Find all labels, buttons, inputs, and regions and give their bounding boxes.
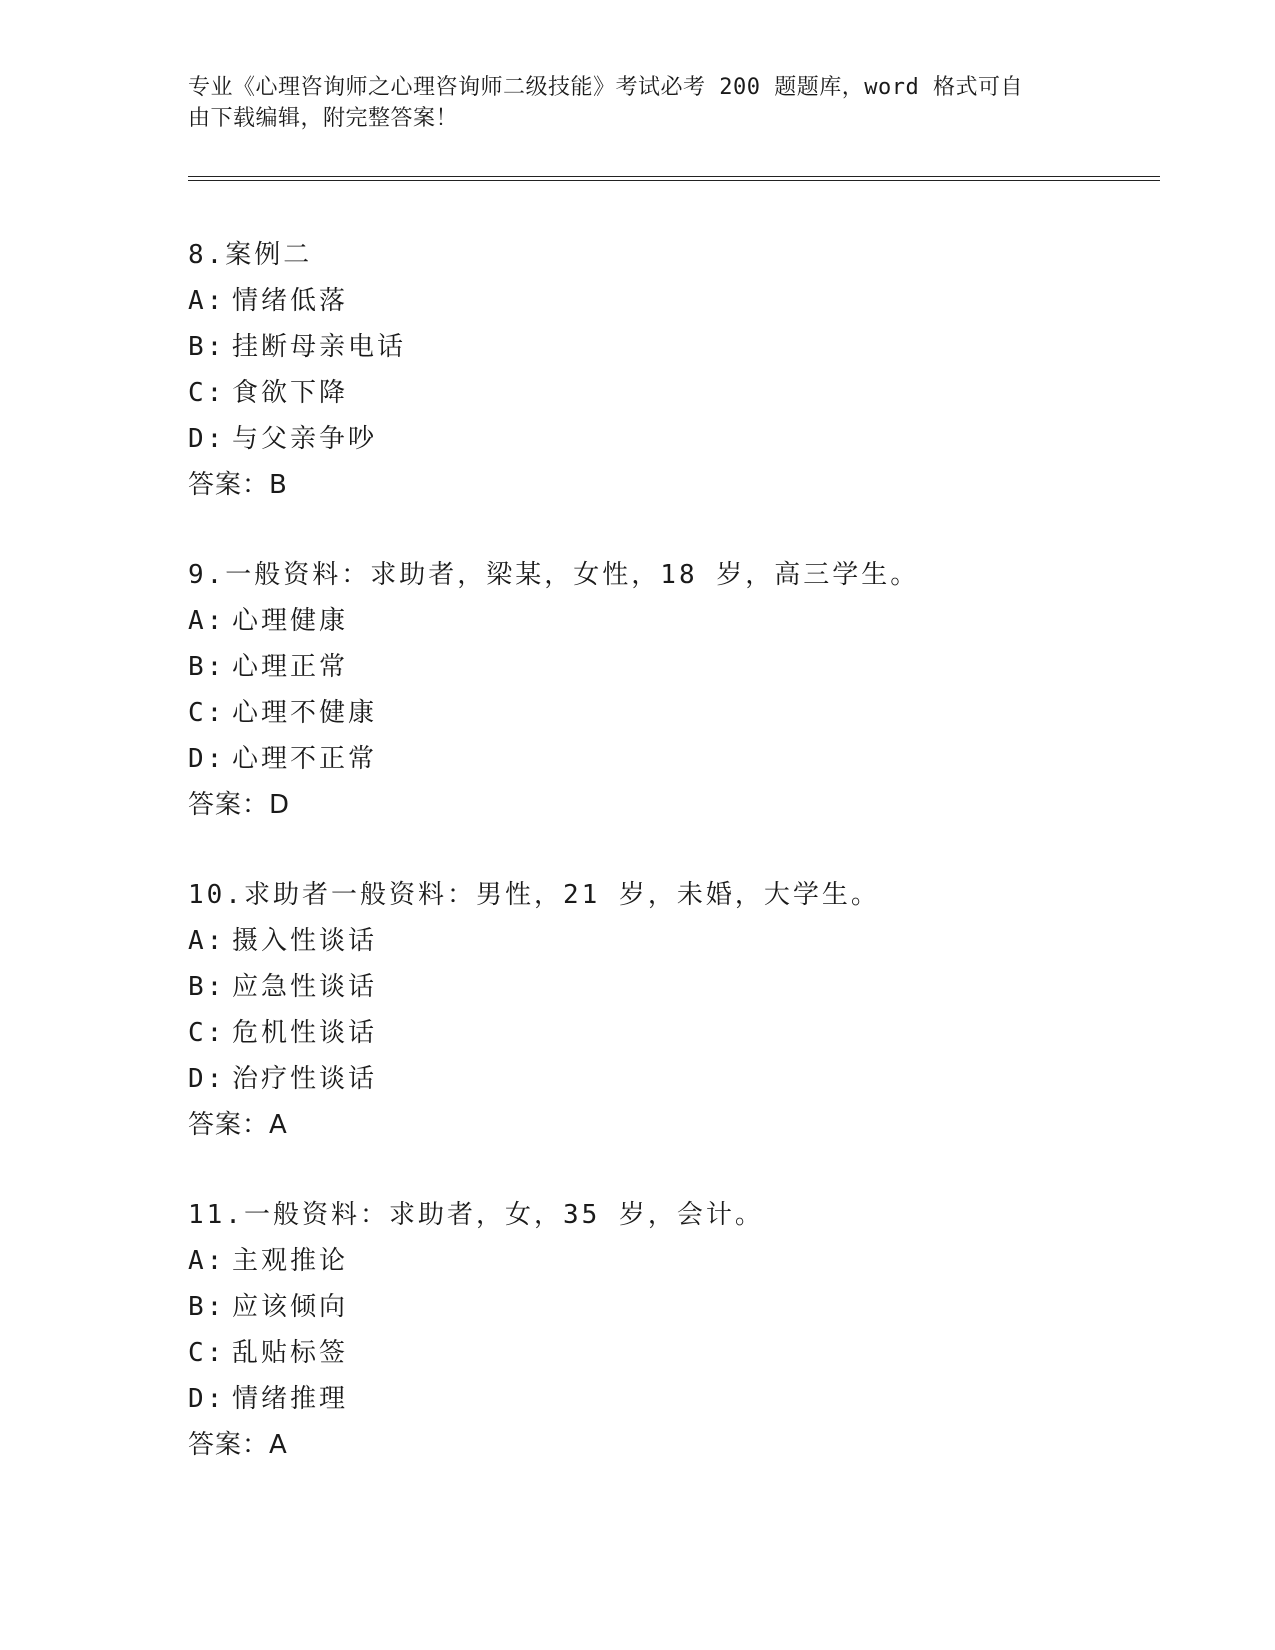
option-letter: C: [188,378,226,408]
option-letter: D: [188,424,226,454]
option-text: 心理不正常 [232,744,378,774]
option-b [188,644,1138,690]
option-a [188,598,1138,644]
question-stem: 8.案例二 [188,240,313,270]
answer-line: 答案：B [188,470,288,500]
option-letter: B: [188,1292,226,1322]
option-letter: A: [188,1246,226,1276]
option-d [188,1056,1138,1102]
option-text: 心理健康 [232,606,349,636]
option-text: 应该倾向 [232,1292,349,1322]
option-b [188,964,1138,1010]
option-a [188,1238,1138,1284]
option-letter: C: [188,1338,226,1368]
option-text: 治疗性谈话 [232,1064,378,1094]
option-letter: D: [188,744,226,774]
option-d [188,416,1138,462]
option-text: 危机性谈话 [232,1018,378,1048]
question-stem: 9.一般资料：求助者，梁某，女性，18 岁，高三学生。 [188,560,920,590]
option-letter: C: [188,698,226,728]
option-text: 食欲下降 [232,378,349,408]
question-block [188,552,1138,872]
option-c [188,1330,1138,1376]
question-block [188,1192,1138,1512]
header-line-1: 专业《心理咨询师之心理咨询师二级技能》考试必考 200 题题库，word 格式可自 [188,75,1023,100]
option-b [188,1284,1138,1330]
option-letter: B: [188,972,226,1002]
answer-line: 答案：A [188,1430,288,1460]
option-a [188,918,1138,964]
option-letter: D: [188,1384,226,1414]
option-text: 乱贴标签 [232,1338,349,1368]
option-text: 应急性谈话 [232,972,378,1002]
option-letter: C: [188,1018,226,1048]
option-letter: B: [188,332,226,362]
document-header [188,72,1088,134]
option-text: 心理正常 [232,652,349,682]
option-text: 情绪推理 [232,1384,349,1414]
question-list [188,232,1138,1512]
option-d [188,736,1138,782]
answer-line: 答案：A [188,1110,288,1140]
option-a [188,278,1138,324]
answer-line: 答案：D [188,790,291,820]
option-c [188,370,1138,416]
option-letter: A: [188,926,226,956]
option-c [188,690,1138,736]
option-letter: A: [188,606,226,636]
option-b [188,324,1138,370]
option-d [188,1376,1138,1422]
option-text: 心理不健康 [232,698,378,728]
header-divider [188,176,1160,181]
header-line-2: 由下载编辑，附完整答案！ [188,106,459,131]
question-block [188,232,1138,552]
option-text: 摄入性谈话 [232,926,378,956]
option-text: 情绪低落 [232,286,349,316]
question-stem: 11.一般资料：求助者，女，35 岁，会计。 [188,1200,764,1230]
question-stem: 10.求助者一般资料：男性，21 岁，未婚，大学生。 [188,880,880,910]
option-c [188,1010,1138,1056]
option-letter: A: [188,286,226,316]
option-letter: B: [188,652,226,682]
option-letter: D: [188,1064,226,1094]
question-block [188,872,1138,1192]
option-text: 与父亲争吵 [232,424,378,454]
option-text: 挂断母亲电话 [232,332,407,362]
option-text: 主观推论 [232,1246,349,1276]
